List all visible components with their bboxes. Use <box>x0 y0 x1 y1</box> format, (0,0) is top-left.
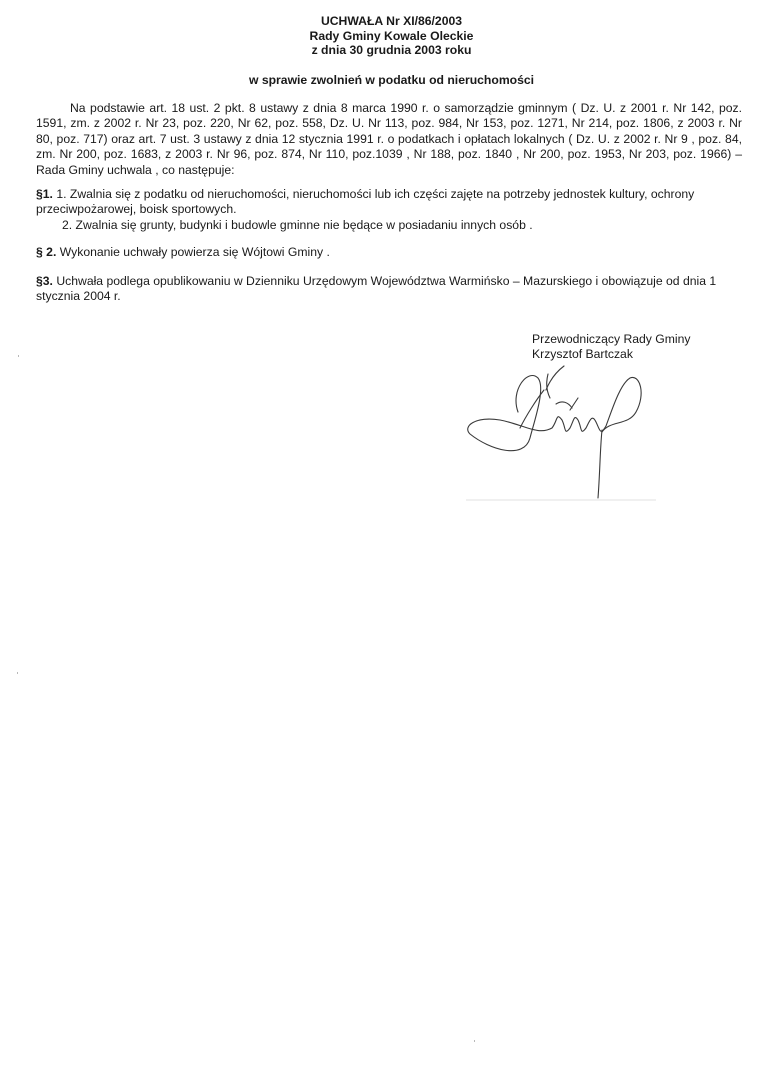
section-2-mark: § 2. <box>36 245 57 259</box>
council-name: Rady Gminy Kowale Oleckie <box>309 28 474 43</box>
resolution-header <box>0 14 783 58</box>
section-1-item-1 <box>36 187 742 218</box>
section-1 <box>36 187 742 233</box>
legal-basis-paragraph: Na podstawie art. 18 ust. 2 pkt. 8 ustawy z dnia 8 marca 1990 r. o samorządzie gminnym ( Dz. U. z 2001 r. Nr 142, poz. 1591, zm. z 2002 r. Nr 23, poz. 220, Nr 62, poz. 558, Dz. U. Nr 113, poz. 984, Nr 153, poz. 1271, Nr 214, poz. 1806, z 2003 r. Nr 80, poz. 717) oraz art. 7 ust. 3 ustawy z dnia 12 stycznia 1991 r. o podatkach i opłatach lokalnych ( Dz. U. z 2002 r. Nr 9 , poz. 84, zm. Nr 200, poz. 1683, z 2003 r. Nr 96, poz. 874, Nr 110, poz.1039 , Nr 188, poz. 1840 , Nr 200, poz. 1953, Nr 203, poz. 1966) – Rada Gminy uchwala , co następuje: <box>36 101 742 177</box>
resolution-subject: w sprawie zwolnień w podatku od nieruchomości <box>248 73 535 87</box>
handwritten-signature <box>460 350 660 510</box>
signatory-name: Krzysztof Bartczak <box>532 347 633 362</box>
section-2 <box>36 245 742 260</box>
section-2-text: Wykonanie uchwały powierza się Wójtowi Gminy . <box>59 245 330 259</box>
signatory-title: Przewodniczący Rady Gminy <box>532 332 691 346</box>
section-1-item-2: 2. Zwalnia się grunty, budynki i budowle gminne nie będące w posiadaniu innych osób . <box>62 217 533 232</box>
section-3 <box>36 274 742 305</box>
scan-speck <box>17 672 18 674</box>
scan-speck <box>18 355 19 357</box>
section-3-mark: §3. <box>36 274 53 288</box>
scan-speck <box>474 1040 475 1042</box>
resolution-date: z dnia 30 grudnia 2003 roku <box>311 43 472 57</box>
resolution-number: UCHWAŁA Nr XI/86/2003 <box>320 14 463 28</box>
section-1-item-1-text: 1. Zwalnia się z podatku od nieruchomości, nieruchomości lub ich części zajęte na potrzeby jednostek kultury, ochrony przeciwpożarowej, boisk sportowych. <box>36 187 695 217</box>
section-3-text: Uchwała podlega opublikowaniu w Dzienniku Urzędowym Województwa Warmińsko – Mazurskiego i obowiązuje od dnia 1 stycznia 2004 r. <box>36 274 717 304</box>
section-1-mark: §1. <box>36 187 53 201</box>
